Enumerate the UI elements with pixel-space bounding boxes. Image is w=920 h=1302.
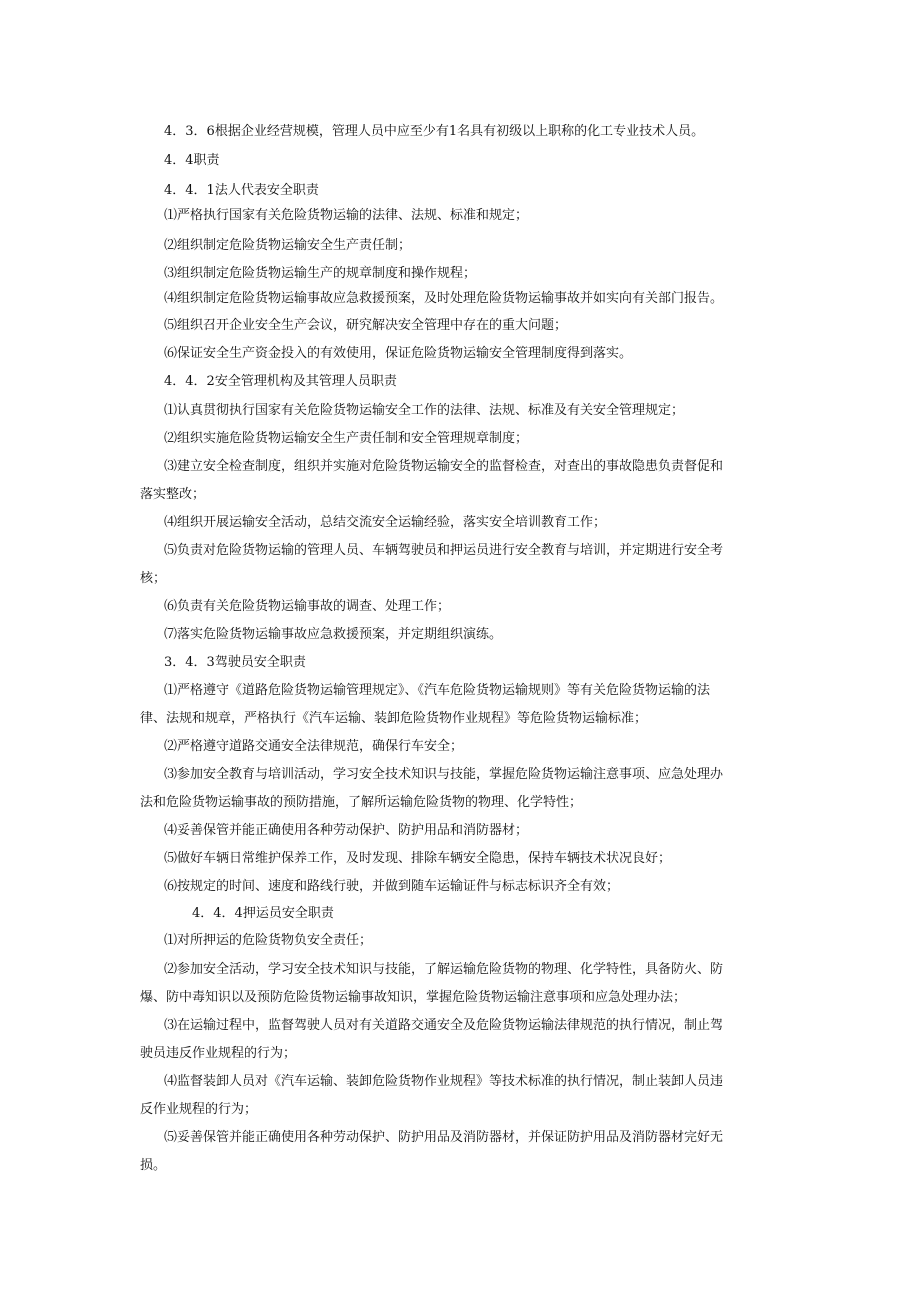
list-item: ⑹按规定的时间、速度和路线行驶，并做到随车运输证件与标志标识齐全有效； xyxy=(164,879,620,894)
heading-4-4: 4．4职责 xyxy=(164,153,220,168)
list-item: ⑺落实危险货物运输事故应急救援预案，并定期组织演练。 xyxy=(164,627,503,642)
heading-4-4-2: 4．4．2安全管理机构及其管理人员职责 xyxy=(164,374,397,389)
list-item-continuation: 爆、防中毒知识以及预防危险货物运输事故知识，掌握危险货物运输注意事项和应急处理办法； xyxy=(140,990,687,1005)
list-item: ⑷妥善保管并能正确使用各种劳动保护、防护用品和消防器材； xyxy=(164,823,529,838)
heading-3-4-3: 3．4．3驾驶员安全职责 xyxy=(164,655,306,670)
list-item: ⑸做好车辆日常维护保养工作，及时发现、排除车辆安全隐患，保持车辆技术状况良好； xyxy=(164,851,672,866)
list-item: ⑷组织制定危险货物运输事故应急救援预案，及时处理危险货物运输事故并如实向有关部门报告。 xyxy=(164,291,724,306)
list-item-continuation: 落实整改； xyxy=(140,487,206,502)
list-item: ⑴严格遵守《道路危险货物运输管理规定》、《汽车危险货物运输规则》等有关危险货物运输的法 xyxy=(164,683,711,698)
list-item: ⑹负责有关危险货物运输事故的调查、处理工作； xyxy=(164,599,451,614)
list-item: ⑶建立安全检查制度，组织并实施对危险货物运输安全的监督检查，对查出的事故隐患负责督促和 xyxy=(164,459,724,474)
list-item: ⑵严格遵守道路交通安全法律规范，确保行车安全； xyxy=(164,739,464,754)
list-item: ⑵参加安全活动，学习安全技术知识与技能，了解运输危险货物的物理、化学特性，具备防火、防 xyxy=(164,962,724,977)
list-item: ⑶组织制定危险货物运输生产的规章制度和操作规程； xyxy=(164,266,477,281)
list-item: ⑸负责对危险货物运输的管理人员、车辆驾驶员和押运员进行安全教育与培训，并定期进行安全考 xyxy=(164,543,724,558)
heading-4-4-4: 4．4．4押运员安全职责 xyxy=(192,906,334,921)
list-item-continuation: 核； xyxy=(140,571,167,586)
list-item: ⑷监督装卸人员对《汽车运输、装卸危险货物作业规程》等技术标准的执行情况，制止装卸人员违 xyxy=(164,1074,724,1089)
list-item: ⑵组织实施危险货物运输安全生产责任制和安全管理规章制度； xyxy=(164,431,529,446)
list-item-continuation: 律、法规和规章，严格执行《汽车运输、装卸危险货物作业规程》等危险货物运输标准； xyxy=(140,711,648,726)
list-item: ⑸组织召开企业安全生产会议，研究解决安全管理中存在的重大问题； xyxy=(164,318,568,333)
list-item-continuation: 反作业规程的行为； xyxy=(140,1102,258,1117)
list-item-continuation: 损。 xyxy=(140,1158,167,1173)
list-item: ⑴认真贯彻执行国家有关危险货物运输安全工作的法律、法规、标准及有关安全管理规定； xyxy=(164,403,685,418)
list-item: ⑷组织开展运输安全活动，总结交流安全运输经验，落实安全培训教育工作； xyxy=(164,515,607,530)
list-item: ⑴严格执行国家有关危险货物运输的法律、法规、标准和规定； xyxy=(164,208,529,223)
list-item: ⑴对所押运的危险货物负安全责任； xyxy=(164,933,373,948)
list-item-continuation: 驶员违反作业规程的行为； xyxy=(140,1046,297,1061)
section-4-3-6: 4．3．6根据企业经营规模，管理人员中应至少有1名具有初级以上职称的化工专业技术人员。 xyxy=(164,124,705,139)
list-item: ⑶在运输过程中，监督驾驶人员对有关道路交通安全及危险货物运输法律规范的执行情况，制止驾 xyxy=(164,1018,724,1033)
list-item: ⑸妥善保管并能正确使用各种劳动保护、防护用品及消防器材，并保证防护用品及消防器材完好无 xyxy=(164,1130,724,1145)
heading-4-4-1: 4．4．1法人代表安全职责 xyxy=(164,183,319,198)
list-item: ⑹保证安全生产资金投入的有效使用，保证危险货物运输安全管理制度得到落实。 xyxy=(164,346,633,361)
list-item: ⑶参加安全教育与培训活动，学习安全技术知识与技能，掌握危险货物运输注意事项、应急处理办 xyxy=(164,767,724,782)
list-item-continuation: 法和危险货物运输事故的预防措施，了解所运输危险货物的物理、化学特性； xyxy=(140,795,583,810)
list-item: ⑵组织制定危险货物运输安全生产责任制； xyxy=(164,238,412,253)
